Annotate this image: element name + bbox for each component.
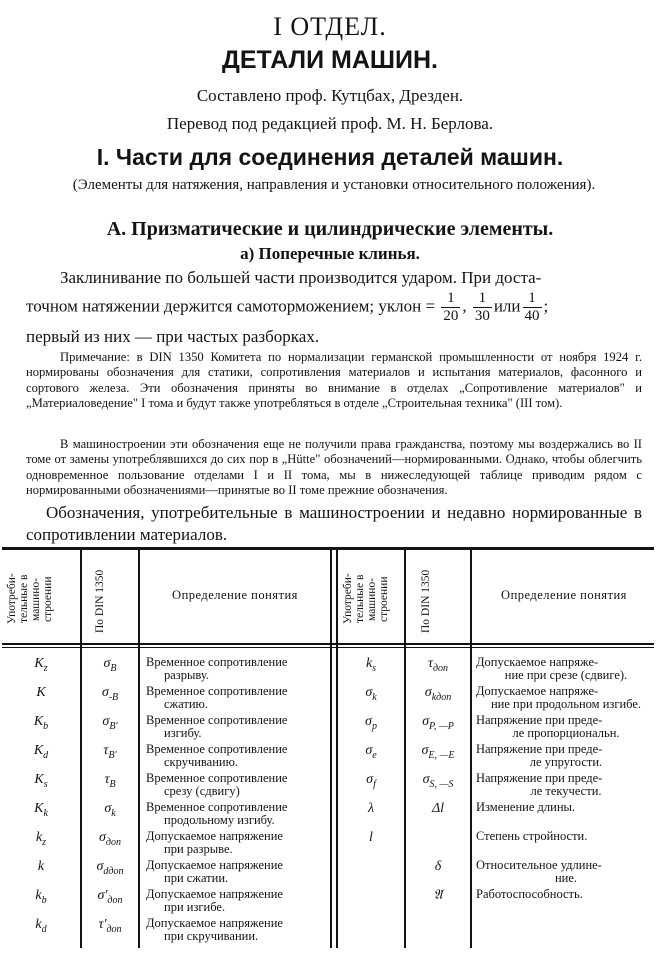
symbol-subscript: доп <box>105 836 121 848</box>
chapter-title: I. Части для соединения деталей машин. <box>96 144 564 170</box>
symbol-text <box>104 801 116 819</box>
symbol-text <box>36 685 45 700</box>
old-symbol <box>6 657 76 676</box>
symbol-base: K <box>34 801 44 816</box>
symbol-text <box>98 917 122 935</box>
definition-line: изгибу. <box>164 726 202 740</box>
symbol-text <box>38 859 44 874</box>
definition <box>476 801 656 814</box>
table-top-rule <box>2 547 654 550</box>
chapter-subtitle: (Элементы для натяжения, направления и установки относительного положения). <box>72 177 596 193</box>
symbol-subscript: доп <box>107 894 123 906</box>
definition-line: Временное сопротивление <box>146 800 288 814</box>
old-symbol <box>6 889 76 908</box>
table-header-rule-2 <box>2 647 654 648</box>
symbol-base: τ <box>104 772 110 787</box>
subchapter-title: А. Призматические и цилиндрические элементы. <box>106 218 554 240</box>
definition <box>146 714 328 740</box>
fraction-numerator: 1 <box>523 290 542 308</box>
symbol-subscript: d <box>41 923 47 935</box>
symbol-base: τ <box>427 656 433 671</box>
symbol-text <box>421 743 455 761</box>
old-symbol <box>340 657 402 676</box>
definition-line: ние при продольном изгибе. <box>490 697 642 711</box>
definition-line: при изгибе. <box>164 900 226 914</box>
definition-line: Временное сопротивление <box>146 684 288 698</box>
symbol-text <box>104 772 116 790</box>
din-symbol <box>408 657 468 676</box>
definition-line: скручиванию. <box>164 755 239 769</box>
symbol-base: σ' <box>97 888 108 903</box>
symbol-subscript: dдоп <box>103 865 124 877</box>
header-used-in-engineering: Употреби-тельные в машино-строении <box>342 573 390 625</box>
symbol-base: k <box>35 888 42 903</box>
definition <box>146 801 328 827</box>
fraction <box>441 290 460 325</box>
symbol-subscript: E, —E <box>428 749 455 761</box>
definition <box>146 917 328 943</box>
symbol-subscript: z <box>42 836 47 848</box>
symbol-base: σ <box>104 801 112 816</box>
symbol-subscript: -B <box>108 691 119 703</box>
symbol-base: K <box>34 772 44 787</box>
definition-line: Изменение длины. <box>476 800 576 814</box>
symbol-base: λ <box>367 801 375 816</box>
symbol-subscript: s <box>43 778 48 790</box>
definition-line: ние. <box>554 871 578 885</box>
definition-line: срезу (сдвигу) <box>164 784 240 798</box>
din-symbol <box>84 686 136 705</box>
din-symbol <box>408 802 468 816</box>
definition <box>476 888 656 901</box>
symbol-subscript: s <box>372 662 377 674</box>
definition-line: Работоспособность. <box>476 887 583 901</box>
symbol-subscript: b <box>41 894 47 906</box>
symbol-text <box>422 772 454 790</box>
symbol-text <box>33 743 49 761</box>
symbol-text <box>369 830 373 845</box>
definition <box>146 888 328 914</box>
old-symbol <box>6 773 76 792</box>
symbol-base: σ <box>422 772 430 787</box>
fraction-numerator: 1 <box>473 290 492 308</box>
din-symbol <box>408 686 468 705</box>
definition <box>476 685 656 711</box>
table-column-divider <box>470 548 472 948</box>
header-din: По DIN 1350 <box>420 569 432 633</box>
symbol-base: σ <box>99 830 106 845</box>
old-symbol <box>340 715 402 734</box>
department-heading: I ОТДЕЛ. <box>273 12 387 41</box>
old-symbol <box>6 744 76 763</box>
wedge-paragraph <box>26 266 642 349</box>
din-symbol <box>408 889 468 903</box>
symbol-base: K <box>33 714 44 729</box>
din-symbol <box>84 802 136 821</box>
old-symbol <box>340 802 402 816</box>
symbol-base: τ <box>103 743 109 758</box>
symbol-subscript: k <box>111 807 116 819</box>
din-symbol <box>84 715 136 734</box>
symbol-subscript: B' <box>108 749 117 761</box>
symbol-subscript: B <box>109 778 116 790</box>
translation-line: Перевод под редакцией проф. М. Н. Берлова. <box>166 114 494 133</box>
symbol-subscript: b <box>43 720 49 732</box>
old-symbol <box>340 831 402 845</box>
fraction <box>473 290 492 325</box>
symbol-text <box>427 656 449 674</box>
symbol-subscript: B <box>110 662 117 674</box>
definition-line: ние при срезе (сдвиге). <box>504 668 628 682</box>
din-symbol <box>408 860 468 874</box>
symbol-base: σ <box>102 714 110 729</box>
definition <box>476 656 656 682</box>
symbol-subscript: доп <box>106 923 122 935</box>
din-symbol <box>84 889 136 908</box>
definition-line: Временное сопротивление <box>146 713 288 727</box>
author-line: Составлено проф. Кутцбах, Дрезден. <box>196 86 464 105</box>
din-symbol <box>408 715 468 734</box>
definition-line: Временное сопротивление <box>146 742 288 756</box>
symbol-subscript: B' <box>109 720 118 732</box>
definition <box>146 743 328 769</box>
definition-line: Допускаемое напряже- <box>476 684 599 698</box>
symbol-base: K <box>36 685 46 700</box>
symbol-base: l <box>369 830 373 845</box>
paragraph-line-with-fractions: точном натяжении держится самоторможением; уклон = $\frac{1}{20}$ , $\frac{1}{30}$ или $\frac{1}{40}$ ; <box>26 290 549 324</box>
symbol-text <box>97 888 123 906</box>
definition <box>146 656 328 682</box>
symbol-text <box>99 830 121 848</box>
definition-line: продольному изгибу. <box>164 813 275 827</box>
fraction <box>523 290 542 325</box>
symbol-base: σ <box>103 656 111 671</box>
definition-line: ле текучести. <box>530 784 602 798</box>
symbol-text <box>365 743 377 761</box>
definition-line: Напряжение при преде- <box>476 771 603 785</box>
symbol-base: σ <box>365 714 372 729</box>
symbol-text <box>103 743 117 761</box>
symbol-text <box>103 656 117 674</box>
definition-line: при скручивании. <box>164 929 259 943</box>
din-symbol <box>84 657 136 676</box>
symbol-base: k <box>35 830 43 845</box>
fraction-denominator: 40 <box>524 308 540 324</box>
table-column-divider <box>336 548 338 948</box>
fraction-denominator: 20 <box>443 308 459 324</box>
old-symbol <box>340 744 402 763</box>
definition <box>146 830 328 856</box>
definition-line: Допускаемое напряжение <box>146 858 283 872</box>
symbol-text <box>365 714 377 732</box>
symbol-base: σ <box>365 685 373 700</box>
symbol-base: σ <box>365 743 373 758</box>
definition-line: при разрыве. <box>164 842 233 856</box>
old-symbol <box>340 773 402 792</box>
symbol-base: σ <box>424 685 432 700</box>
definition <box>476 714 656 740</box>
definition-line: ле упругости. <box>529 755 603 769</box>
definition <box>146 859 328 885</box>
symbol-base: k <box>365 656 373 671</box>
symbol-text <box>365 656 377 674</box>
fraction-numerator: 1 <box>441 290 460 308</box>
fraction-denominator: 30 <box>474 308 490 324</box>
table-column-divider <box>138 548 140 948</box>
definition-line: сжатию. <box>164 697 209 711</box>
table-header-rule <box>2 643 654 645</box>
old-symbol <box>6 860 76 874</box>
header-used-in-engineering: Употреби-тельные в машино-строении <box>6 573 54 625</box>
symbol-text <box>35 888 47 906</box>
symbol-base: δ <box>434 859 442 874</box>
symbol-text <box>34 801 48 819</box>
symbol-base: 𝔄 <box>433 888 443 903</box>
symbol-text <box>34 772 48 790</box>
definition-line: ле пропорциональн. <box>512 726 620 740</box>
definition-line: Относительное удлине- <box>476 858 602 872</box>
old-symbol <box>6 715 76 734</box>
symbol-text <box>102 714 118 732</box>
old-symbol <box>340 686 402 705</box>
definition <box>476 772 656 798</box>
symbol-text <box>368 801 374 816</box>
definition <box>146 685 328 711</box>
symbol-base: σ <box>422 714 430 729</box>
symbol-base: K <box>33 743 44 758</box>
din-symbol <box>84 744 136 763</box>
symbol-subscript: d <box>43 749 49 761</box>
definition-line: Напряжение при преде- <box>476 742 603 756</box>
definition-line: Допускаемое напряжение <box>146 916 283 930</box>
definition-line: Степень стройности. <box>476 829 588 843</box>
note-paragraph: Примечание: в DIN 1350 Комитета по нормализации германской промышленности от ноября 1924 г. нормированы обозначения для статики, сопротивления материалов и испытания материалов, фасонного и сортового железа. Эти обозначения приняты во внимание в отделах „Сопротивление материалов" и „Материаловедение" I тома и будут также употребляться в отделе „Строительная техника" (III том). <box>26 350 642 410</box>
or-word: или <box>493 296 521 316</box>
definition-line: разрыву. <box>164 668 209 682</box>
wedges-title: а) Поперечные клинья. <box>240 244 420 263</box>
table-column-divider <box>80 548 82 948</box>
symbol-subscript: f <box>373 778 376 790</box>
header-definition: Определение понятия <box>501 588 627 602</box>
definition-line: Временное сопротивление <box>146 655 288 669</box>
definition-line: Напряжение при преде- <box>476 713 603 727</box>
symbol-text <box>96 859 124 877</box>
old-symbol <box>6 802 76 821</box>
symbol-base: Δl <box>431 801 445 816</box>
symbol-base: τ' <box>98 917 107 932</box>
din-symbol <box>408 744 468 763</box>
definition-line: Допускаемое напряже- <box>476 655 599 669</box>
symbol-subscript: P, —P <box>429 720 454 732</box>
definition <box>476 859 656 885</box>
symbol-subscript: k <box>43 807 48 819</box>
symbol-text <box>35 830 47 848</box>
old-symbol <box>6 831 76 850</box>
symbol-text <box>35 917 47 935</box>
section-heading: ДЕТАЛИ МАШИН. <box>222 46 438 74</box>
symbol-text <box>422 714 454 732</box>
symbol-base: σ <box>366 772 374 787</box>
symbol-text <box>435 859 442 874</box>
symbol-base: σ <box>96 859 104 874</box>
symbol-text <box>101 685 119 703</box>
symbol-text <box>34 656 48 674</box>
paragraph-line: Заклинивание по большей части производится ударом. При доста- <box>60 268 542 287</box>
symbol-text <box>424 685 452 703</box>
symbol-text <box>433 888 442 903</box>
definition <box>146 772 328 798</box>
definition <box>476 830 656 843</box>
table-caption: Обозначения, употребительные в машиностроении и недавно нормированные в сопротивлении материалов. <box>26 503 642 544</box>
definition <box>476 743 656 769</box>
paragraph-line: первый из них — при частых разборках. <box>26 327 320 346</box>
symbol-subscript: k <box>372 691 377 703</box>
din-symbol <box>408 773 468 792</box>
symbol-subscript: kдоп <box>431 691 452 703</box>
symbol-base: k <box>35 917 42 932</box>
old-symbol <box>6 918 76 937</box>
header-definition: Определение понятия <box>172 588 298 602</box>
definition-line: Временное сопротивление <box>146 771 288 785</box>
definition-line: Допускаемое напряжение <box>146 829 283 843</box>
note-paragraph: В машиностроении эти обозначения еще не получили права гражданства, поэтому мы воздержались во II томе от замены употреблявшихся до сих пор в „Hütte" обозначений—нормированными. Однако, чтобы облегчить одновременное пользование отделами I и II тома, мы в нижеследующей таблице приводим рядом с нормированными обозначениями—принятые во II томе прежние обозначения. <box>26 437 642 497</box>
symbol-base: σ <box>421 743 429 758</box>
definition-line: Допускаемое напряжение <box>146 887 283 901</box>
symbol-base: K <box>34 656 44 671</box>
symbol-text <box>365 685 377 703</box>
symbol-subscript: e <box>372 749 377 761</box>
symbol-text <box>366 772 376 790</box>
din-symbol <box>84 918 136 937</box>
paragraph-text: точном натяжении держится самоторможением; уклон = <box>26 296 436 316</box>
symbol-base: σ <box>101 685 109 700</box>
table-column-divider <box>330 548 332 948</box>
old-symbol <box>6 686 76 700</box>
din-symbol <box>84 860 136 879</box>
definition-line: при сжатии. <box>164 871 229 885</box>
din-symbol <box>84 831 136 850</box>
symbol-subscript: доп <box>432 662 449 674</box>
header-din: По DIN 1350 <box>94 569 106 633</box>
symbol-subscript: z <box>43 662 48 674</box>
din-symbol <box>84 773 136 792</box>
symbol-text <box>432 801 444 816</box>
symbol-subscript: S, —S <box>429 778 454 790</box>
symbol-base: k <box>37 859 45 874</box>
table-column-divider <box>404 548 406 948</box>
symbol-text <box>33 714 49 732</box>
symbol-subscript: p <box>371 720 377 732</box>
